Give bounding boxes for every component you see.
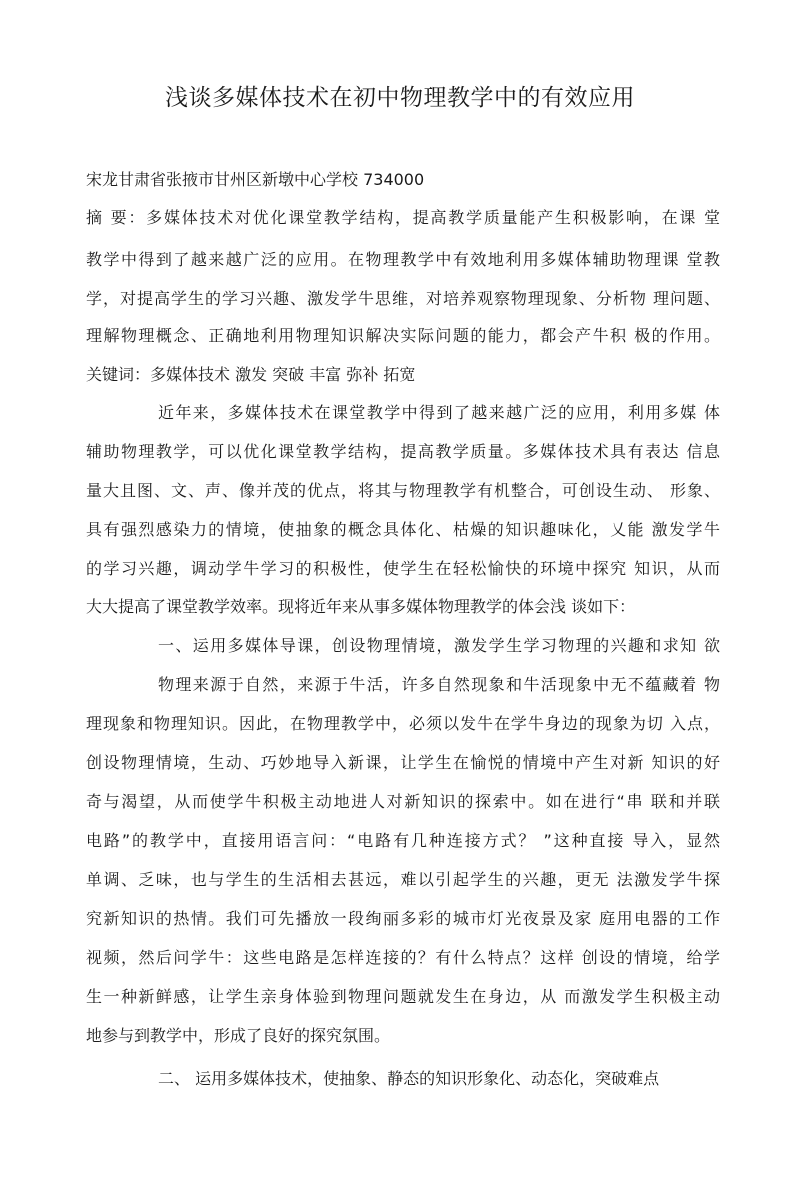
- intro-line: 量大且图、文、声、像并茂的优点，将其与物理教学有机整合，可创设生动、 形象、: [86, 481, 720, 500]
- section1-heading: 一、运用多媒体导课，创设物理情境，激发学生学习物理的兴趣和求知 欲: [158, 636, 720, 655]
- intro-line: 具有强烈感染力的情境，使抽象的概念具体化、枯燥的知识趣味化，乂能 激发学牛: [86, 520, 720, 539]
- intro-line: 的学习兴趣，调动学牛学习的积极性，使学生在轻松愉快的环境中探究 知识，从而: [86, 559, 720, 578]
- intro-line: 大大提高了课堂教学效率。现将近年来从事多媒体物理教学的体会浅 谈如下：: [86, 597, 636, 616]
- section1-line: 奇与渴望，从而使学牛积极主动地进人对新知识的探索中。如在进行“串 联和并联: [86, 792, 720, 811]
- section1-line: 创设物理情境，生动、巧妙地导入新课，让学生在愉悦的情境中产生对新 知识的好: [86, 753, 720, 772]
- section1-line: 究新知识的热情。我们可先播放一段绚丽多彩的城市灯光夜景及家 庭用电器的工作: [86, 909, 720, 928]
- author-line: 宋龙甘肃省张掖市甘州区新墩中心学校 734000: [86, 170, 425, 189]
- section1-line: 物理来源于自然，来源于牛活，许多自然现象和牛活现象中无不蕴藏着 物: [158, 675, 720, 694]
- section1-line: 理现象和物理知识。因此，在物理教学中，必须以发牛在学牛身边的现象为切 入点，: [86, 714, 720, 733]
- section1-line: 单调、乏味，也与学生的生活相去甚远，难以引起学生的兴趣，更无 法激发学牛探: [86, 870, 720, 889]
- keywords-line: 关键词：多媒体技术 激发 突破 丰富 弥补 拓宽: [86, 365, 416, 384]
- abstract-line: 教学中得到了越来越广泛的应用。在物理教学中有效地利用多媒体辅助物理课 堂教: [86, 250, 720, 269]
- section1-line: 电路”的教学中，直接用语言问：“电路有几种连接方式？ ”这种直接 导入，显然: [86, 831, 720, 850]
- intro-line: 辅助物理教学，可以优化课堂教学结构，提高教学质量。多媒体技术具有表达 信息: [86, 442, 720, 461]
- section1-line: 地参与到教学中，形成了良好的探究氛围。: [86, 1026, 391, 1045]
- abstract-line: 理解物理概念、正确地利用物理知识解决实际问题的能力，都会产牛积 极的作用。: [86, 326, 720, 345]
- section1-line: 生一种新鲜感，让学生亲身体验到物理问题就发生在身边，从 而激发学生积极主动: [86, 987, 720, 1006]
- section2-heading: 二、 运用多媒体技术，使抽象、静态的知识形象化、动态化，突破难点: [158, 1069, 660, 1088]
- document-title: 浅谈多媒体技术在初中物理教学中的有效应用: [165, 85, 635, 111]
- abstract-line: 摘 要：多媒体技术对优化课堂教学结构，提高教学质量能产生积极影响，在课 堂: [86, 208, 720, 227]
- abstract-line: 学，对提高学生的学习兴趣、激发学牛思维，对培养观察物理现象、分析物 理问题、: [86, 289, 720, 308]
- section1-line: 视频，然后问学牛：这些电路是怎样连接的？有什么特点？这样 创设的情境，给学: [86, 948, 720, 967]
- intro-line: 近年来，多媒体技术在课堂教学中得到了越来越广泛的应用，利用多媒 体: [158, 403, 720, 422]
